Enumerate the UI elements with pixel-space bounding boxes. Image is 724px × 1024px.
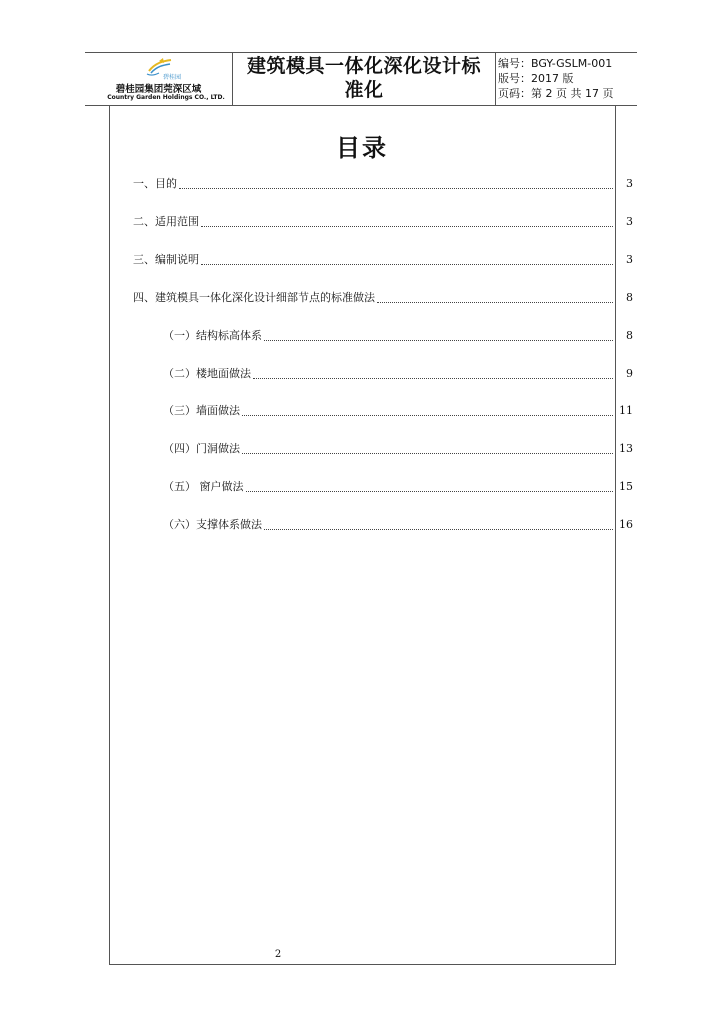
toc-entry-page: 15 <box>619 480 633 493</box>
toc-leader-dots <box>264 340 613 341</box>
toc-entry[interactable] <box>133 250 633 270</box>
toc-leader-dots <box>242 453 613 454</box>
toc-entry-page: 3 <box>626 253 633 266</box>
toc-entry[interactable] <box>133 288 633 308</box>
toc-entry-page: 3 <box>626 177 633 190</box>
toc-entry-label: （三）墙面做法 <box>163 401 241 421</box>
toc-entry-page: 8 <box>626 329 633 342</box>
toc-subentry[interactable] <box>163 326 633 346</box>
toc-entry-label: （一）结构标高体系 <box>163 326 263 346</box>
toc-entry-page: 3 <box>626 215 633 228</box>
toc-entry-page: 8 <box>626 291 633 304</box>
toc-subentry[interactable] <box>163 364 633 384</box>
toc-leader-dots <box>201 264 613 265</box>
document-version: 版号：2017 版 <box>498 72 574 85</box>
header-divider <box>232 52 233 106</box>
document-title <box>235 54 493 102</box>
toc-subentry[interactable] <box>163 477 633 497</box>
company-name-cn: 碧桂园集团莞深区域 <box>115 84 202 95</box>
toc-leader-dots <box>179 188 613 189</box>
toc-leader-dots <box>201 226 613 227</box>
toc-entry-page: 16 <box>619 518 633 531</box>
toc-leader-dots <box>377 302 613 303</box>
document-header <box>85 52 637 106</box>
toc-title: 目录 <box>336 134 388 162</box>
toc-leader-dots <box>264 529 613 530</box>
toc-entry-page: 9 <box>626 367 633 380</box>
toc-entry-label: （四）门洞做法 <box>163 439 241 459</box>
document-code: 编号：BGY-GSLM-001 <box>498 57 613 70</box>
toc-subentry[interactable] <box>163 401 633 421</box>
toc-leader-dots <box>242 415 613 416</box>
toc-entry-label: 一、目的 <box>133 174 178 194</box>
toc-leader-dots <box>246 491 613 492</box>
toc-entry-label: 二、适用范围 <box>133 212 200 232</box>
toc-entry-label: （六）支撑体系做法 <box>163 515 263 535</box>
company-logo <box>85 52 232 106</box>
toc-subentry[interactable] <box>163 439 633 459</box>
document-meta <box>498 56 638 101</box>
page-frame <box>109 106 616 965</box>
header-divider <box>495 52 496 106</box>
toc-entry[interactable] <box>133 212 633 232</box>
company-name-en: Country Garden Holdings CO., LTD. <box>107 94 225 101</box>
toc-entry-label: 三、编制说明 <box>133 250 200 270</box>
page-number: 2 <box>274 949 282 960</box>
toc-entry-page: 13 <box>619 442 633 455</box>
document-title-line2: 准化 <box>344 79 384 101</box>
toc-subentry[interactable] <box>163 515 633 535</box>
toc-entry[interactable] <box>133 174 633 194</box>
toc-leader-dots <box>253 378 613 379</box>
toc-entry-label: （五） 窗户做法 <box>163 477 245 497</box>
document-title-line1: 建筑模具一体化深化设计标 <box>246 55 481 77</box>
logo-small-text: 碧桂园 <box>163 74 182 81</box>
toc-entry-label: 四、建筑模具一体化深化设计细部节点的标准做法 <box>133 288 376 308</box>
toc-entry-label: （二）楼地面做法 <box>163 364 252 384</box>
document-page-info: 页码：第 2 页 共 17 页 <box>498 87 614 100</box>
toc-entry-page: 11 <box>619 404 633 417</box>
